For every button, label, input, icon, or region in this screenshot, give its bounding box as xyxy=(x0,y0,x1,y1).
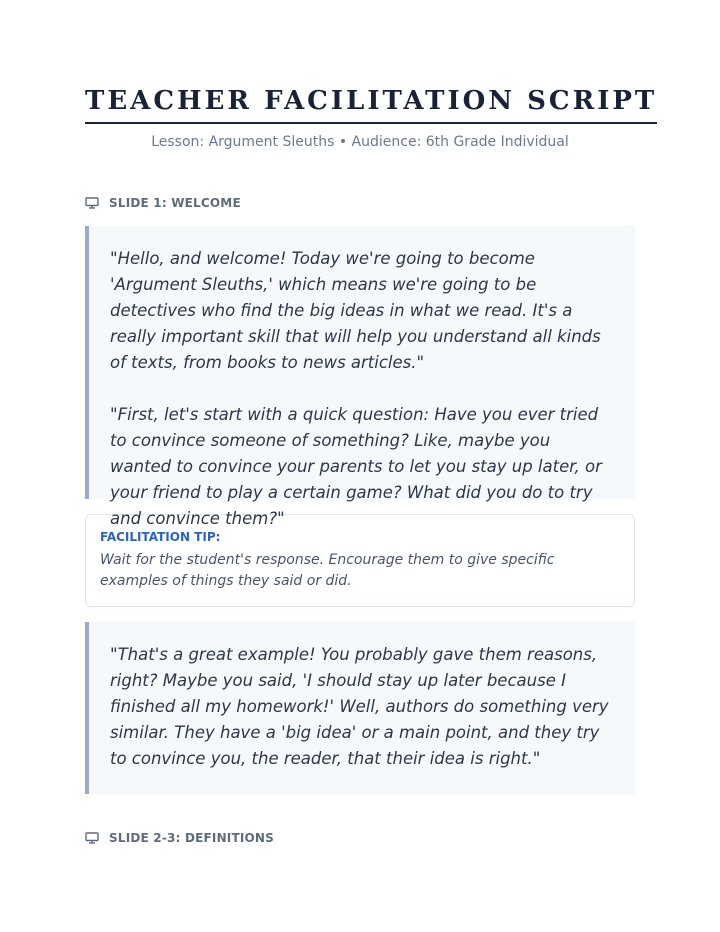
monitor-icon xyxy=(85,832,99,844)
slide-2-3-header xyxy=(85,831,635,845)
slide-2-3-heading: SLIDE 2-3: DEFINITIONS xyxy=(109,831,275,845)
monitor-icon xyxy=(85,197,99,209)
quote-paragraph: "Hello, and welcome! Today we're going to become 'Argument Sleuths,' which means we're going to be detectives who find the big ideas in what we read. It's a really important skill that will help you understand all kinds of texts, from books to news articles." xyxy=(110,249,601,372)
tip-label: FACILITATION TIP: xyxy=(100,530,221,544)
quote-paragraph: "That's a great example! You probably gave them reasons, right? Maybe you said, 'I should stay up later because I finished all my homework!' Well, authors do something very similar. They have a 'big idea' or a main point, and they try to convince you, the reader, that their idea is right." xyxy=(110,645,609,768)
slide-1-header xyxy=(85,196,635,210)
page-title: TEACHER FACILITATION SCRIPT xyxy=(85,86,657,124)
script-page xyxy=(85,0,658,845)
tip-text: Wait for the student's response. Encourage them to give specific examples of things they said or did. xyxy=(100,552,555,589)
slide-1-heading: SLIDE 1: WELCOME xyxy=(109,196,241,210)
title-block xyxy=(85,0,658,150)
quote-paragraph: "First, let's start with a quick question: Have you ever tried to convince someone of something? Like, maybe you wanted to convince your parents to let you stay up later, or your friend to play a certain game? What did you do to try and convince them?" xyxy=(110,405,602,528)
welcome-script-quote xyxy=(85,226,635,528)
lesson-subtitle: Lesson: Argument Sleuths • Audience: 6th Grade Individual xyxy=(151,134,569,150)
followup-script-quote xyxy=(85,622,635,794)
